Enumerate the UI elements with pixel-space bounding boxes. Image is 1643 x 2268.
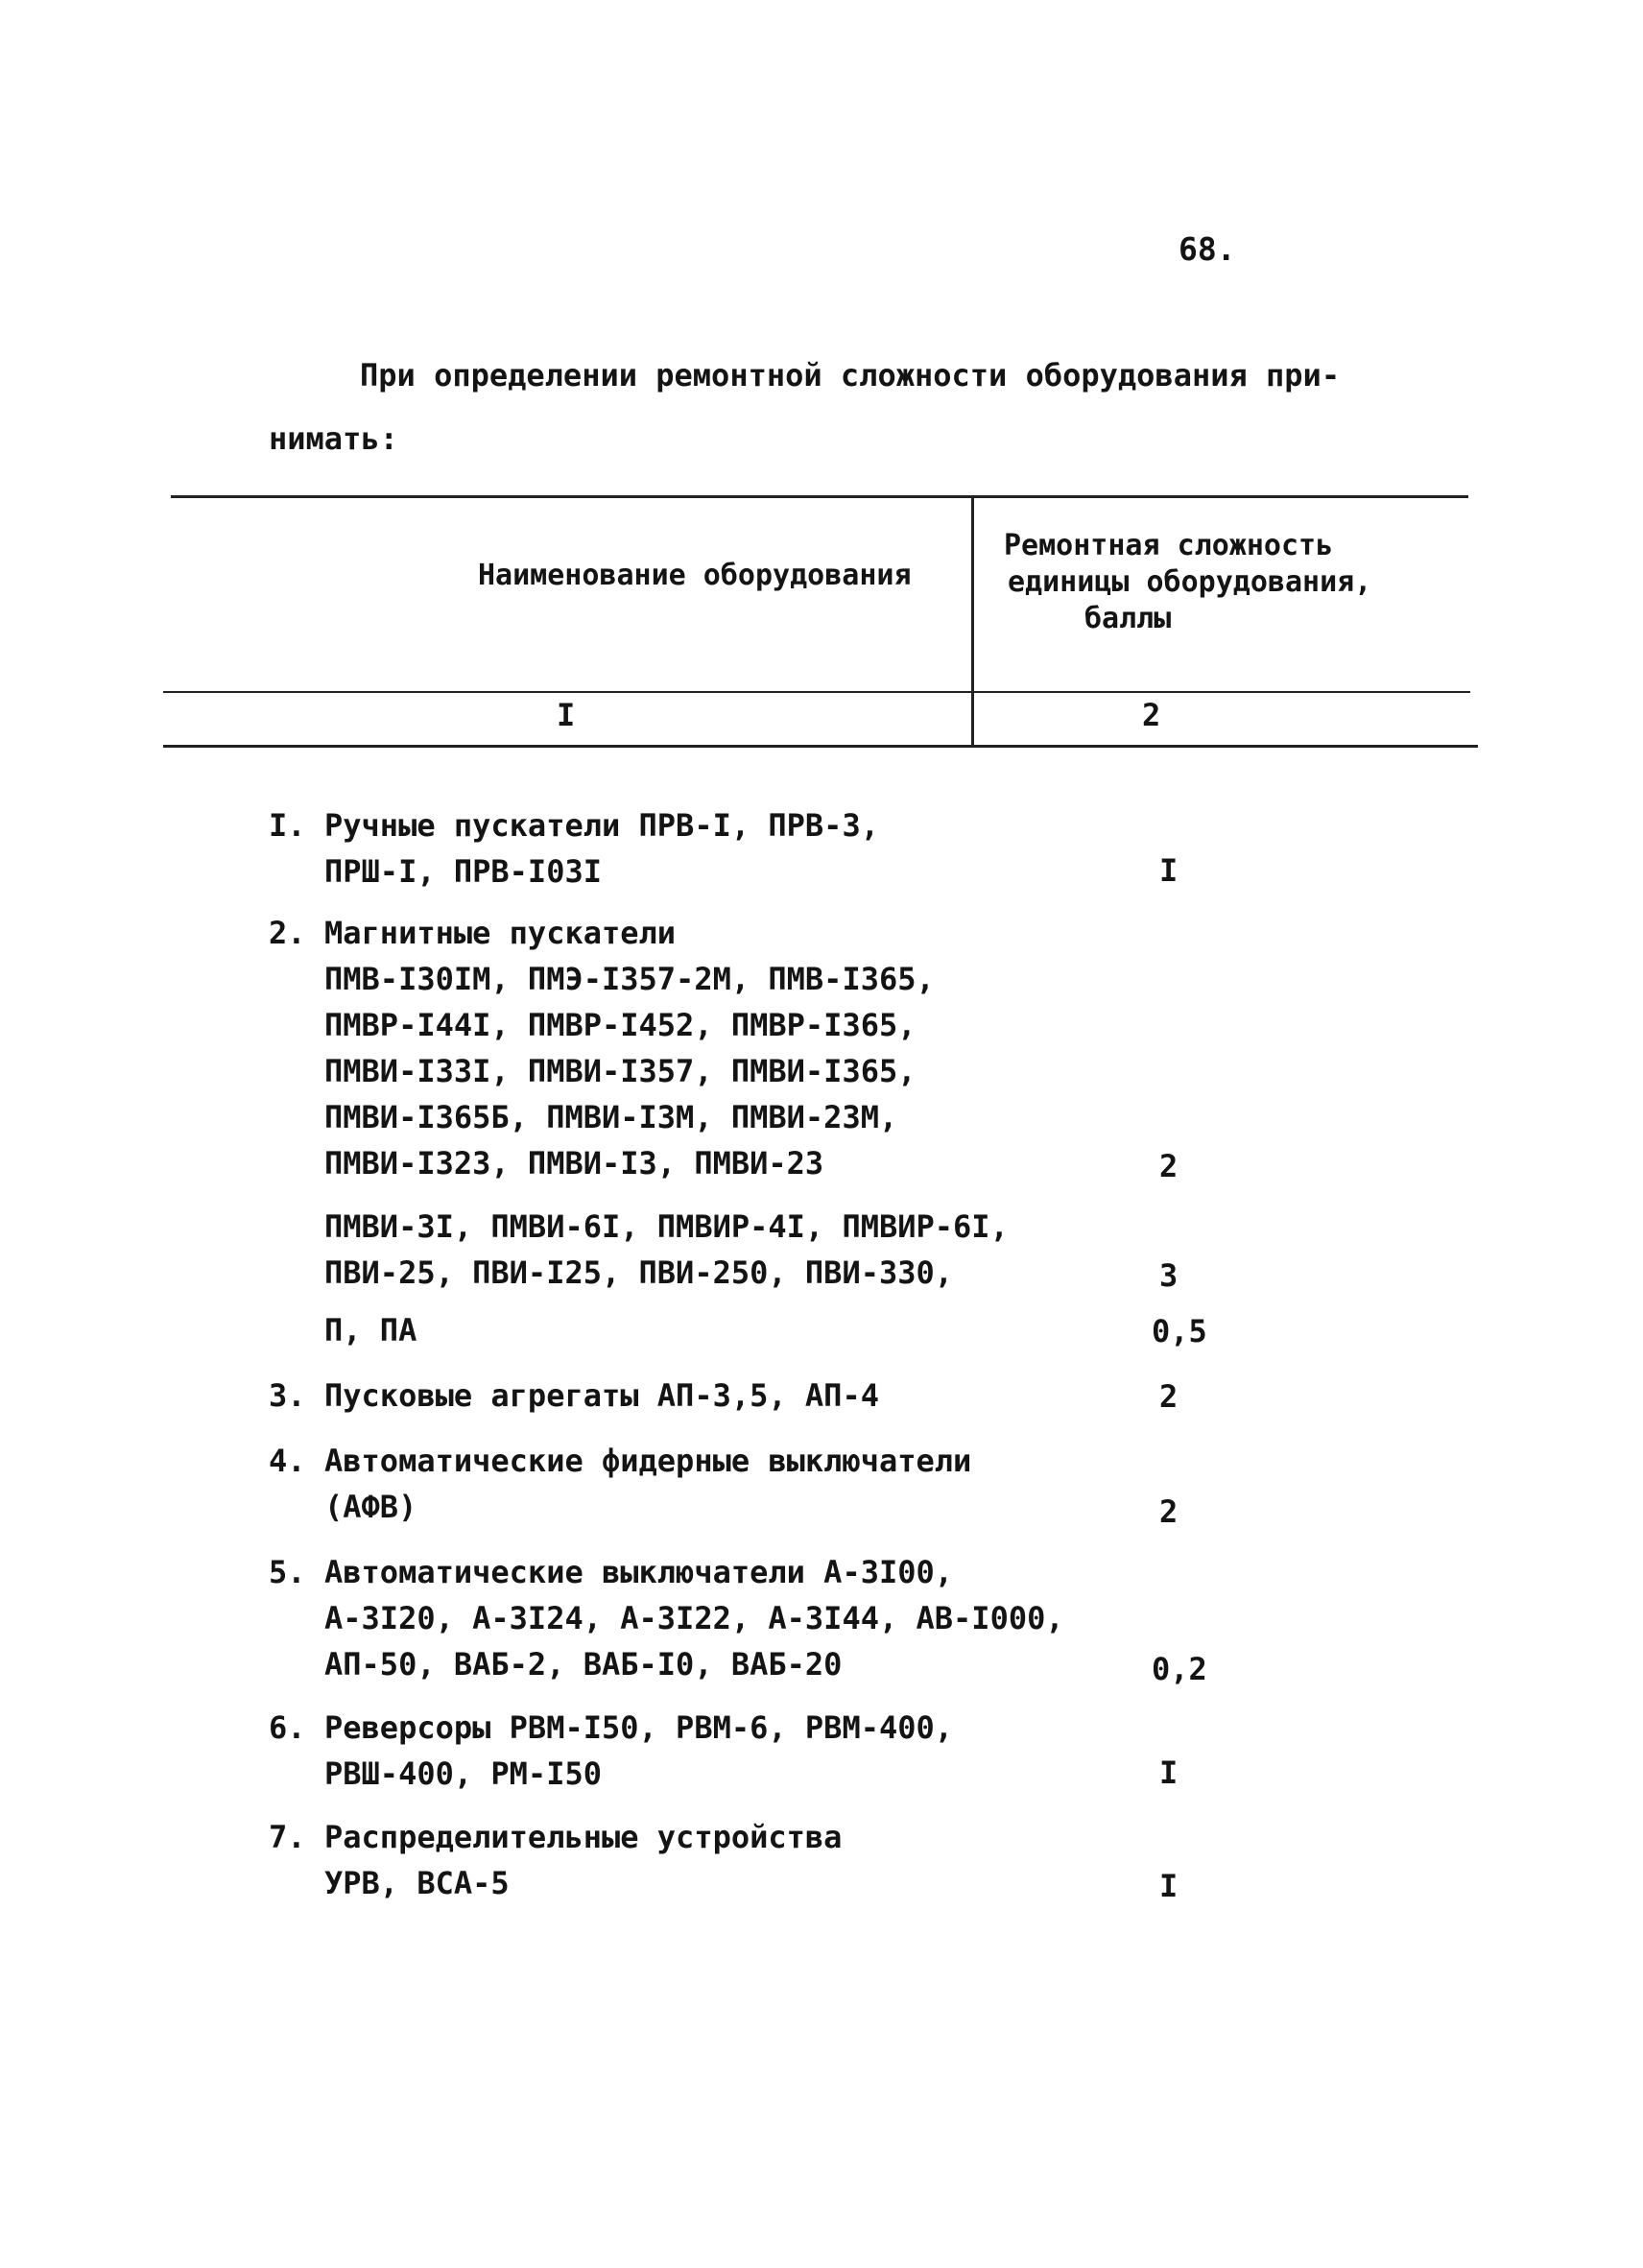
row-text-line: Автоматические фидерные выключатели (324, 1443, 972, 1479)
table-numbering-rule (163, 745, 1478, 748)
row-text-line: АП-50, ВАБ-2, ВАБ-I0, ВАБ-20 (324, 1646, 843, 1683)
column-number-2: 2 (1142, 697, 1161, 733)
row-value: 0,2 (1152, 1651, 1207, 1687)
intro-line-2: нимать: (269, 420, 398, 457)
row-text-line: ПРШ-I, ПРВ-I03I (324, 853, 602, 890)
row-text-line: А-3I20, А-3I24, А-3I22, А-3I44, АВ-I000, (324, 1600, 1064, 1636)
row-text-line: П, ПА (324, 1312, 417, 1349)
row-text-line: ПМВИ-3I, ПМВИ-6I, ПМВИР-4I, ПМВИР-6I, (324, 1208, 1009, 1245)
row-text-line: УРВ, ВСА-5 (324, 1865, 510, 1901)
row-number: I. (269, 807, 306, 844)
row-value: I (1159, 1868, 1179, 1904)
table-row-3 (269, 1373, 879, 1419)
row-text-line: ПМВИ-I323, ПМВИ-I3, ПМВИ-23 (324, 1145, 824, 1182)
row-text-line: ПВИ-25, ПВИ-I25, ПВИ-250, ПВИ-330, (324, 1254, 954, 1291)
row-text-line: ПМВИ-I365Б, ПМВИ-I3М, ПМВИ-23М, (324, 1099, 898, 1135)
row-number: 2. (269, 915, 306, 951)
row-text-line: РВШ-400, РМ-I50 (324, 1755, 602, 1792)
row-value: 2 (1159, 1493, 1179, 1530)
table-row-6 (269, 1705, 953, 1797)
header-repair-complexity (1004, 528, 1371, 637)
table-column-divider (971, 495, 974, 747)
row-text-line: Распределительные устройства (324, 1819, 843, 1855)
header-repair-complexity-line-3: баллы (1084, 602, 1172, 635)
row-number: 3. (269, 1377, 306, 1414)
row-number: 6. (269, 1709, 306, 1746)
row-text-line: (АФВ) (324, 1489, 417, 1525)
header-repair-complexity-line-2: единицы оборудования, (1008, 565, 1372, 599)
table-row-2 (269, 910, 935, 1186)
row-text-line: Реверсоры РВМ-I50, РВМ-6, РВМ-400, (324, 1709, 954, 1746)
page-number: 68. (1179, 230, 1236, 268)
table-top-rule (171, 495, 1468, 498)
table-row-4 (269, 1438, 971, 1530)
table-header-rule (163, 691, 1470, 693)
row-text-line: Магнитные пускатели (324, 915, 677, 951)
row-value: I (1159, 852, 1179, 889)
intro-line-1: При определении ремонтной сложности оборудования при- (360, 357, 1341, 394)
table-row-5 (269, 1549, 1064, 1687)
row-text-line: Ручные пускатели ПРВ-I, ПРВ-3, (324, 807, 879, 844)
intro-paragraph (269, 344, 1420, 470)
table-row-7 (269, 1814, 842, 1906)
row-text-line: Автоматические выключатели А-3I00, (324, 1554, 954, 1590)
header-repair-complexity-line-1: Ремонтная сложность (1004, 529, 1334, 562)
table-row-2-tail (269, 1307, 417, 1353)
row-value: 2 (1159, 1378, 1179, 1415)
row-number: 5. (269, 1554, 306, 1590)
column-number-1: I (557, 697, 576, 733)
header-equipment-name: Наименование оборудования (478, 559, 912, 592)
row-value: 3 (1159, 1257, 1179, 1294)
row-value: I (1159, 1755, 1179, 1791)
row-text-line: ПМВР-I44I, ПМВР-I452, ПМВР-I365, (324, 1007, 917, 1043)
row-text-line: Пусковые агрегаты АП-3,5, АП-4 (324, 1377, 879, 1414)
row-text-line: ПМВ-I30IМ, ПМЭ-I357-2М, ПМВ-I365, (324, 961, 935, 997)
row-number: 7. (269, 1819, 306, 1855)
table-row-2-continued (269, 1204, 1009, 1296)
row-text-line: ПМВИ-I33I, ПМВИ-I357, ПМВИ-I365, (324, 1053, 917, 1089)
row-value: 2 (1159, 1148, 1179, 1184)
row-value: 0,5 (1152, 1313, 1207, 1349)
table-row-1 (269, 802, 879, 895)
row-number: 4. (269, 1443, 306, 1479)
